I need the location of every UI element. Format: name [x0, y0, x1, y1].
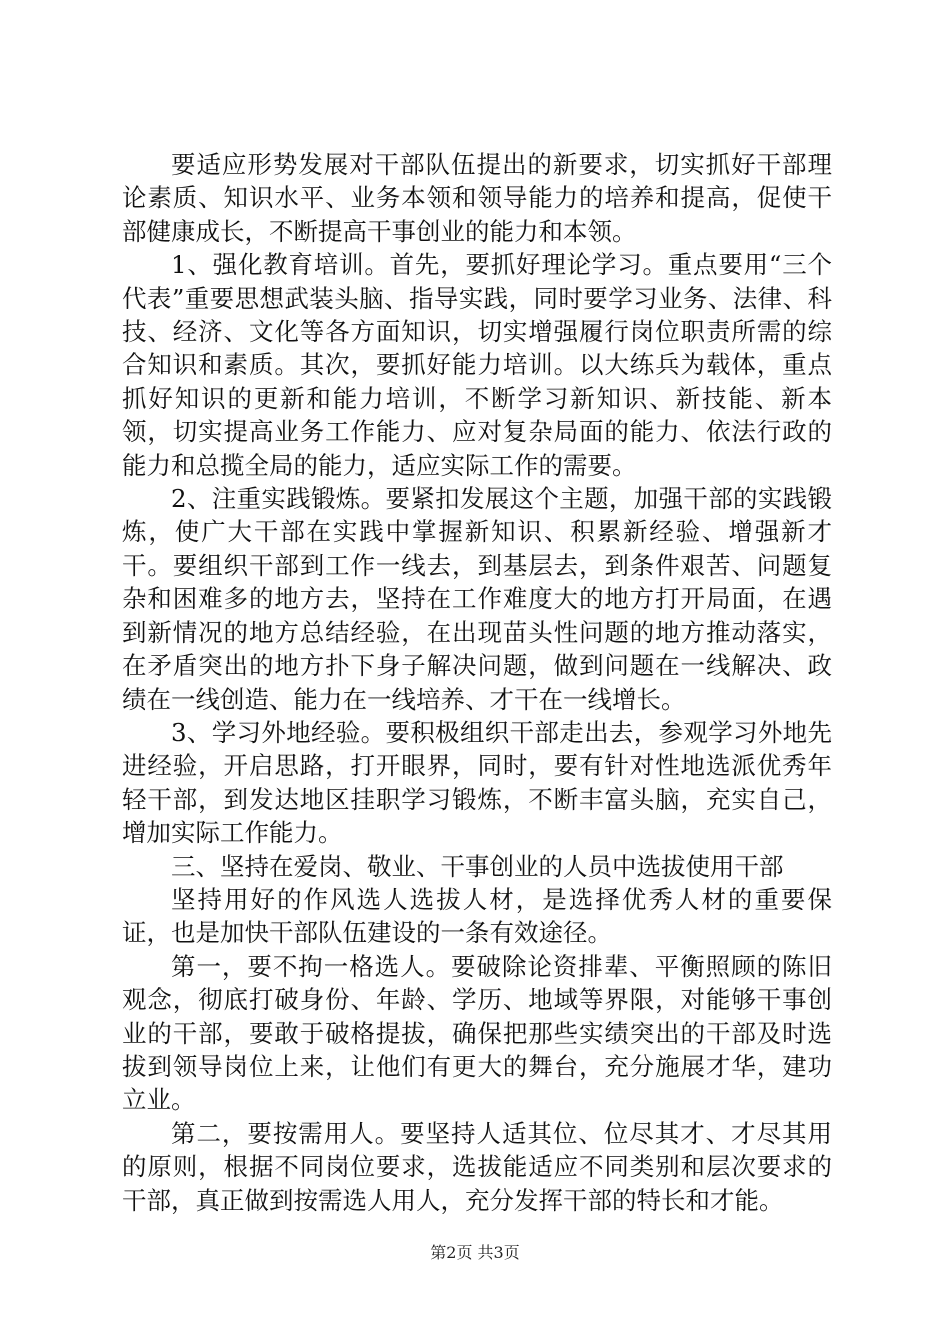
- paragraph-external-experience: 3、学习外地经验。要积极组织干部走出去，参观学习外地先进经验，开启思路，打开眼界，同时，要有针对性地选派优秀年轻干部，到发达地区挂职学习锻炼，不断丰富头脑，充实自己，增加实际工作能力。: [122, 717, 832, 848]
- paragraph-practice: 2、注重实践锻炼。要紧扣发展这个主题，加强干部的实践锻炼，使广大干部在实践中掌握新知识、积累新经验、增强新才干。要组织干部到工作一线去，到基层去，到条件艰苦、问题复杂和困难多的地方去，坚持在工作难度大的地方打开局面，在遇到新情况的地方总结经验，在出现苗头性问题的地方推动落实，在矛盾突出的地方扑下身子解决问题，做到问题在一线解决、政绩在一线创造、能力在一线培养、才干在一线增长。: [122, 484, 832, 714]
- paragraph-education-training: 1、强化教育培训。首先，要抓好理论学习。重点要用“三个代表”重要思想武装头脑、指导实践，同时要学习业务、法律、科技、经济、文化等各方面知识，切实增强履行岗位职责所需的综合知识和素质。其次，要抓好能力培训。以大练兵为载体，重点抓好知识的更新和能力培训，不断学习新知识、新技能、新本领，切实提高业务工作能力、应对复杂局面的能力、依法行政的能力和总揽全局的能力，适应实际工作的需要。: [122, 250, 832, 480]
- document-body: [122, 148, 832, 1217]
- paragraph-first-point: 第一，要不拘一格选人。要破除论资排辈、平衡照顾的陈旧观念，彻底打破身份、年龄、学历、地域等界限，对能够干事创业的干部，要敢于破格提拔，确保把那些实绩突出的干部及时选拔到领导岗位上来，让他们有更大的舞台，充分施展才华，建功立业。: [122, 951, 832, 1115]
- paragraph-selection-style: 坚持用好的作风选人选拔人材，是选择优秀人材的重要保证，也是加快干部队伍建设的一条有效途径。: [122, 884, 832, 948]
- section-heading-three: 三、坚持在爱岗、敬业、干事创业的人员中选拔使用干部: [171, 851, 784, 881]
- paragraph-second-point: 第二，要按需用人。要坚持人适其位、位尽其才、才尽其用的原则，根据不同岗位要求，选拔能适应不同类别和层次要求的干部，真正做到按需选人用人，充分发挥干部的特长和才能。: [122, 1118, 832, 1215]
- paragraph-intro: 要适应形势发展对干部队伍提出的新要求，切实抓好干部理论素质、知识水平、业务本领和领导能力的培养和提高，促使干部健康成长，不断提高干事创业的能力和本领。: [122, 150, 832, 246]
- page-footer: 第2页 共3页: [430, 1243, 520, 1262]
